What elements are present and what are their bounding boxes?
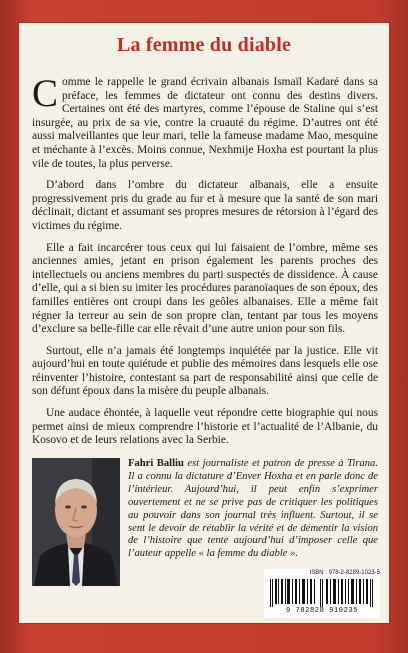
author-bio xyxy=(128,458,378,561)
text-panel xyxy=(18,22,390,624)
barcode-bars xyxy=(268,579,376,607)
blurb-paragraph-5: Une audace éhontée, à laquelle veut répondre cette biographie qui nous permet ainsi de mieux comprendre l’historie et l’actualité de l’Albanie, du Kosovo et de leurs relations avec la Serbie. xyxy=(32,407,378,447)
book-title: La femme du diable xyxy=(116,34,292,56)
blurb xyxy=(32,72,378,456)
blurb-paragraph-4: Surtout, elle n’a jamais été longtemps inquiétée par la justice. Elle vit aujourd’hui en toute quiétude et publie des mémoires dans lesquels elle ose réinventer l’histoire, contestant sa part de responsabilité ainsi que celle de son défunt époux dans la misère du peuple albanais. xyxy=(32,344,378,398)
author-portrait-image xyxy=(32,458,120,586)
isbn-label: ISBN : 978-2-8289-1023-5 xyxy=(309,570,380,576)
barcode xyxy=(264,569,380,618)
author-photo xyxy=(32,458,120,586)
author-name: Fahri Balliu xyxy=(128,458,184,469)
barcode-digits: 9 782828 910235 xyxy=(285,607,358,615)
author-bio-text: est journaliste et patron de presse à Tirana. Il a connu la dictature d’Enver Hoxha et en parle donc de l’intérieur. Aujourd’hui, il peut enfin s’exprimer ouvertement et ne se prive pas de critiquer les politiques au pouvoir dans son journal très influent. Surtout, il se sent le devoir de rétablir la vérité et de démentir la vision de l’histoire que tente aujourd’hui d’imposer celle que l’auteur appelle « la femme du diable ». xyxy=(128,458,378,560)
blurb-paragraph-3: Elle a fait incarcérer tous ceux qui lui faisaient de l’ombre, même ses anciennes amies, jetant en prison également les parents proches des intellectuels ou anciens membres du parti suspectés de dissidence. À cause d’elle, qui a si bien su imiter les procédures paranoïaques de son époux, des familles entières ont croupi dans les geôles albanaises. Elle a même fait régner la terreur au sein de son propre clan, tentant par tous les moyens d’exclure sa belle-fille car elle rêvait d’une autre union pour son fils. xyxy=(32,241,378,336)
blurb-paragraph-1: Comme le rappelle le grand écrivain albanais Ismaïl Kadaré dans sa préface, les femmes de dictateur ont connu des destins divers. Certaines ont été des martyres, comme l’épouse de Staline qui s’est insurgée, au prix de sa vie, contre la cruauté du régime. D’autres ont été aussi malveillantes que leur mari, telle la fameuse madame Mao, mesquine et méchante à l’excès. Moins connue, Nexhmije Hoxha est pourtant la plus vile de toutes, la plus perverse. xyxy=(32,72,378,170)
drop-cap: C xyxy=(32,72,59,115)
blurb-paragraph-2: D’abord dans l’ombre du dictateur albanais, elle a ensuite progressivement pris du grade au fur et à mesure que la santé de son mari déclinait, dictant et assumant ses propres mesures de rétorsion à l’égard des victimes du régime. xyxy=(32,179,378,232)
